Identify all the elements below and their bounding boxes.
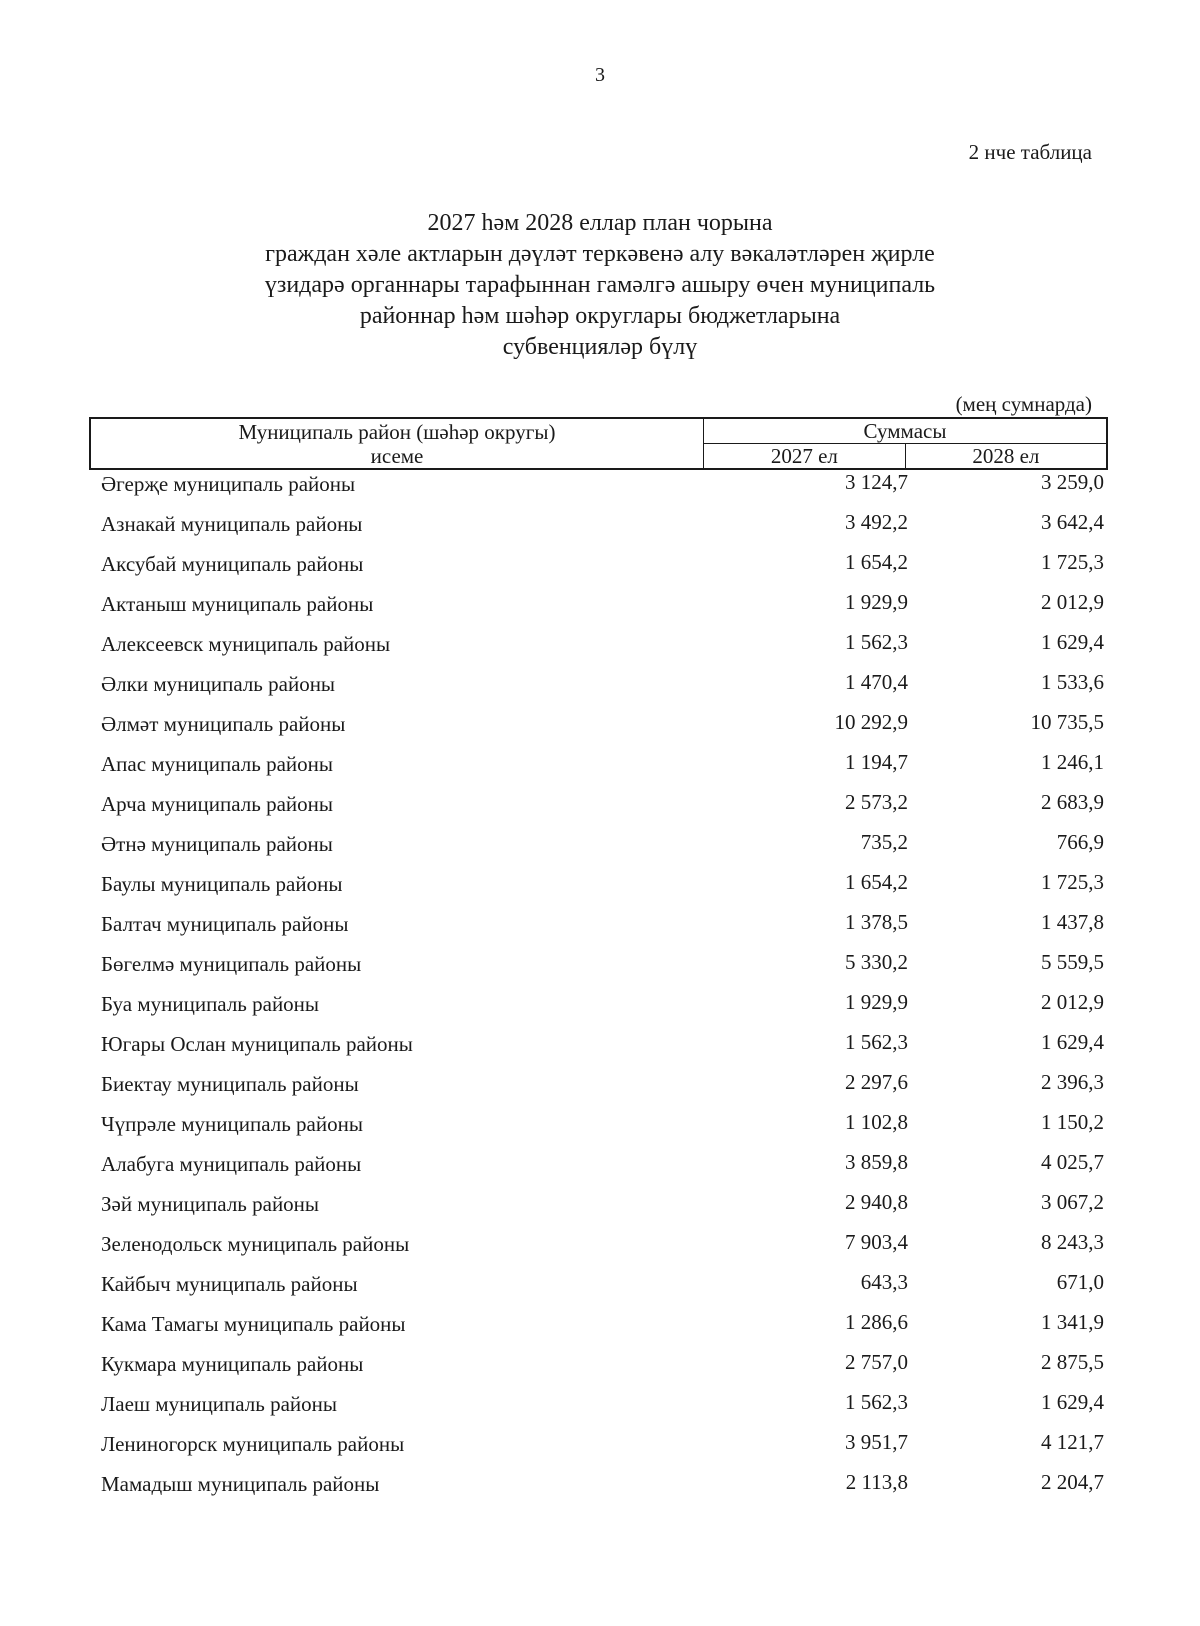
- header-district-name: [90, 418, 704, 469]
- value-2028: 671,0: [1056, 1270, 1104, 1294]
- table-row: [0, 632, 1200, 672]
- title-line: районнар һәм шәһәр округлары бюджетларына: [359, 303, 841, 329]
- value-2028: 1 629,4: [1041, 1390, 1104, 1414]
- table-header: [89, 417, 1108, 470]
- table-row: [0, 512, 1200, 552]
- district-name: Әлки муниципаль районы: [101, 672, 336, 696]
- district-name: Алабуга муниципаль районы: [101, 1152, 362, 1176]
- value-2028: 1 437,8: [1041, 910, 1104, 934]
- district-name: Азнакай муниципаль районы: [101, 512, 363, 536]
- district-name: Лениногорск муниципаль районы: [101, 1432, 405, 1456]
- value-2027: 3 124,7: [845, 470, 908, 494]
- value-2027: 1 562,3: [845, 1030, 908, 1054]
- value-2028: 3 259,0: [1041, 470, 1104, 494]
- district-name: Аксубай муниципаль районы: [101, 552, 364, 576]
- table-row: [0, 1472, 1200, 1512]
- value-2027: 2 297,6: [845, 1070, 908, 1094]
- value-2027: 1 562,3: [845, 1390, 908, 1414]
- title-line: субвенцияләр бүлү: [502, 334, 698, 360]
- value-2028: 5 559,5: [1041, 950, 1104, 974]
- value-2028: 2 875,5: [1041, 1350, 1104, 1374]
- district-name: Әлмәт муниципаль районы: [101, 712, 346, 736]
- district-name: Әгерҗе муниципаль районы: [101, 472, 356, 496]
- document-title: [150, 208, 1050, 363]
- value-2028: 1 629,4: [1041, 1030, 1104, 1054]
- district-name: Зәй муниципаль районы: [101, 1192, 320, 1216]
- header-sum: Суммасы: [704, 418, 1108, 444]
- value-2028: 2 683,9: [1041, 790, 1104, 814]
- units-note: (мең сумнарда): [955, 392, 1092, 416]
- value-2027: 2 757,0: [845, 1350, 908, 1374]
- value-2027: 1 378,5: [845, 910, 908, 934]
- value-2027: 2 940,8: [845, 1190, 908, 1214]
- district-name: Биектау муниципаль районы: [101, 1072, 359, 1096]
- value-2028: 1 629,4: [1041, 630, 1104, 654]
- table-row: [0, 1272, 1200, 1312]
- value-2027: 10 292,9: [834, 710, 908, 734]
- table-row: [0, 552, 1200, 592]
- title-line: 2027 һәм 2028 еллар план чорына: [427, 210, 773, 236]
- title-line: граждан хәле актларын дәүләт теркәвенә алу вәкаләтләрен җирле: [265, 241, 935, 267]
- table-row: [0, 1432, 1200, 1472]
- value-2027: 643,3: [860, 1270, 908, 1294]
- value-2028: 1 533,6: [1041, 670, 1104, 694]
- district-name: Зеленодольск муниципаль районы: [101, 1232, 410, 1256]
- table-row: [0, 872, 1200, 912]
- value-2027: 2 573,2: [845, 790, 908, 814]
- district-name: Әтнә муниципаль районы: [101, 832, 333, 856]
- district-name: Бөгелмә муниципаль районы: [101, 952, 362, 976]
- district-name: Балтач муниципаль районы: [101, 912, 349, 936]
- value-2028: 2 012,9: [1041, 990, 1104, 1014]
- header-name-line2: исеме: [370, 443, 424, 468]
- value-2027: 3 492,2: [845, 510, 908, 534]
- value-2028: 1 725,3: [1041, 870, 1104, 894]
- district-name: Чүпрәле муниципаль районы: [101, 1112, 363, 1136]
- table-row: [0, 712, 1200, 752]
- value-2027: 1 929,9: [845, 590, 908, 614]
- table-row: [0, 952, 1200, 992]
- value-2028: 2 396,3: [1041, 1070, 1104, 1094]
- value-2028: 2 204,7: [1041, 1470, 1104, 1494]
- table-row: [0, 672, 1200, 712]
- value-2028: 4 025,7: [1041, 1150, 1104, 1174]
- district-name: Мамадыш муниципаль районы: [101, 1472, 380, 1496]
- header-year-2027: 2027 ел: [704, 444, 906, 470]
- header-year-2028: 2028 ел: [905, 444, 1107, 470]
- value-2027: 3 951,7: [845, 1430, 908, 1454]
- value-2028: 4 121,7: [1041, 1430, 1104, 1454]
- value-2028: 8 243,3: [1041, 1230, 1104, 1254]
- table-row: [0, 752, 1200, 792]
- table-row: [0, 992, 1200, 1032]
- value-2027: 1 654,2: [845, 870, 908, 894]
- table-row: [0, 1072, 1200, 1112]
- value-2027: 1 470,4: [845, 670, 908, 694]
- table-row: [0, 912, 1200, 952]
- value-2027: 5 330,2: [845, 950, 908, 974]
- value-2027: 1 102,8: [845, 1110, 908, 1134]
- value-2028: 3 067,2: [1041, 1190, 1104, 1214]
- value-2028: 10 735,5: [1030, 710, 1104, 734]
- table-label: 2 нче таблица: [968, 140, 1092, 164]
- table-body: [0, 472, 1200, 1512]
- table-row: [0, 1192, 1200, 1232]
- title-line: үзидарә органнары тарафыннан гамәлгә ашыру өчен муниципаль: [264, 272, 936, 298]
- value-2027: 1 929,9: [845, 990, 908, 1014]
- value-2027: 1 654,2: [845, 550, 908, 574]
- district-name: Апас муниципаль районы: [101, 752, 333, 776]
- table-row: [0, 1352, 1200, 1392]
- table-row: [0, 1032, 1200, 1072]
- table-row: [0, 472, 1200, 512]
- district-name: Кама Тамагы муниципаль районы: [101, 1312, 406, 1336]
- table-row: [0, 1152, 1200, 1192]
- value-2027: 1 194,7: [845, 750, 908, 774]
- table-row: [0, 792, 1200, 832]
- district-name: Кукмара муниципаль районы: [101, 1352, 364, 1376]
- value-2028: 3 642,4: [1041, 510, 1104, 534]
- district-name: Алексеевск муниципаль районы: [101, 632, 391, 656]
- table-row: [0, 832, 1200, 872]
- header-name-line1: Муниципаль район (шәһәр округы): [238, 419, 556, 444]
- district-name: Лаеш муниципаль районы: [101, 1392, 338, 1416]
- value-2027: 3 859,8: [845, 1150, 908, 1174]
- district-name: Актаныш муниципаль районы: [101, 592, 374, 616]
- table-row: [0, 1312, 1200, 1352]
- table-row: [0, 1392, 1200, 1432]
- district-name: Югары Ослан муниципаль районы: [101, 1032, 413, 1056]
- district-name: Буа муниципаль районы: [101, 992, 320, 1016]
- value-2028: 2 012,9: [1041, 590, 1104, 614]
- value-2027: 2 113,8: [845, 1470, 908, 1494]
- value-2028: 1 150,2: [1041, 1110, 1104, 1134]
- value-2027: 1 562,3: [845, 630, 908, 654]
- value-2027: 735,2: [860, 830, 908, 854]
- value-2027: 1 286,6: [845, 1310, 908, 1334]
- table-row: [0, 592, 1200, 632]
- page-number: 3: [595, 64, 605, 86]
- district-name: Баулы муниципаль районы: [101, 872, 343, 896]
- district-name: Арча муниципаль районы: [101, 792, 333, 816]
- table-row: [0, 1232, 1200, 1272]
- value-2028: 1 341,9: [1041, 1310, 1104, 1334]
- value-2027: 7 903,4: [845, 1230, 908, 1254]
- value-2028: 1 725,3: [1041, 550, 1104, 574]
- value-2028: 1 246,1: [1041, 750, 1104, 774]
- district-name: Кайбыч муниципаль районы: [101, 1272, 358, 1296]
- value-2028: 766,9: [1056, 830, 1104, 854]
- table-row: [0, 1112, 1200, 1152]
